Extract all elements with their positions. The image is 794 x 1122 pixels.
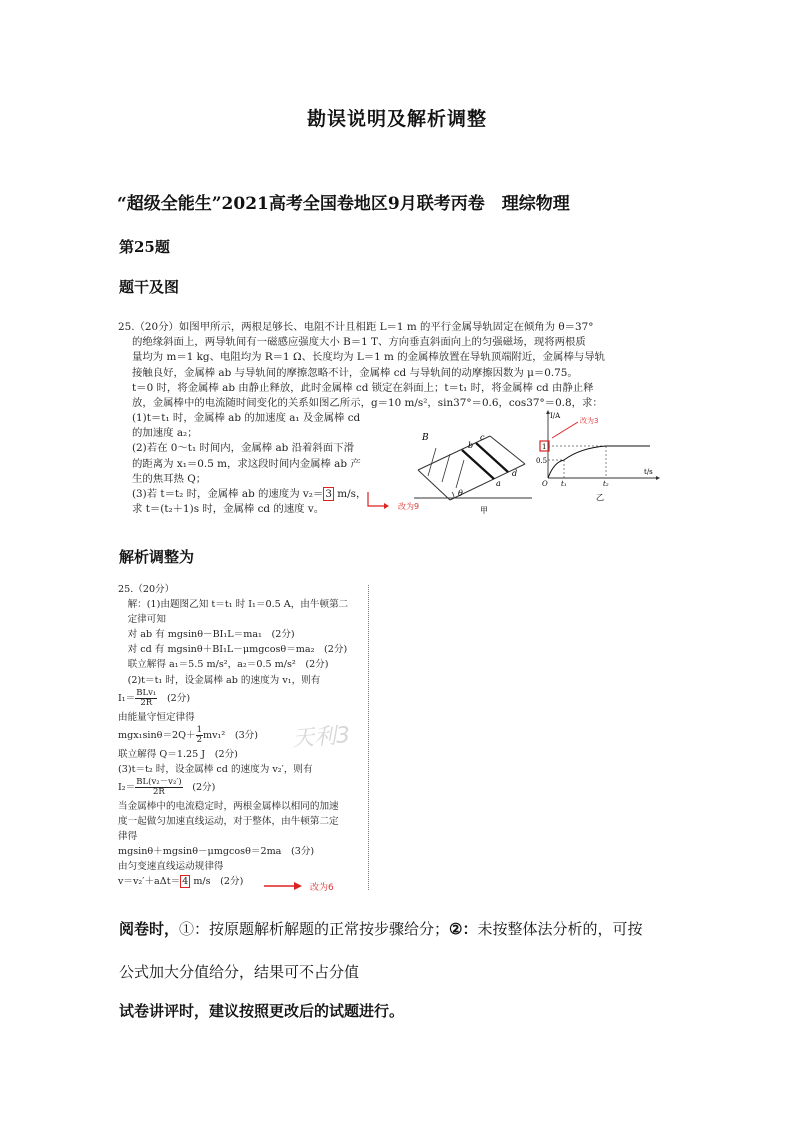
t-axis-label: t/s (644, 468, 653, 476)
subpart-line: 的距离为 x₁＝0.5 m，求这段时间内金属棒 ab 产 (132, 457, 361, 470)
solution-line: 联立解得 a₁＝5.5 m/s²，a₂＝0.5 m/s² (2分) (118, 659, 329, 671)
solution-line: 对 ab 有 mgsinθ－BI₁L＝ma₁ (2分) (118, 629, 295, 641)
eq-lhs: I₂＝ (118, 781, 136, 793)
points: (2分) (192, 781, 216, 793)
solution-line: 定律可知 (118, 614, 166, 626)
t-axis-arrow (656, 476, 660, 480)
frac-denominator: 2 (196, 734, 203, 745)
figure-jia-incline (410, 418, 540, 518)
corrected-value-box: 3 (325, 488, 332, 501)
label-d: d (512, 469, 518, 478)
arrow-line (368, 492, 384, 506)
subpart-line: 求 t＝(t₂＋1)s 时，金属棒 cd 的速度 v。 (132, 503, 325, 516)
t2-label: t₂ (603, 480, 609, 488)
fraction (135, 778, 182, 797)
solution-line: mgsinθ＋mgsinθ－μmgcosθ＝2ma (3分) (118, 846, 315, 858)
solution-line: 联立解得 Q＝1.25 J (2分) (118, 748, 238, 760)
subpart-line: 的加速度 a₂； (132, 427, 198, 440)
solution-line: 律得 (118, 831, 138, 843)
correction-note-6: 改为6 (310, 883, 334, 893)
watermark-logo: 天利3 (291, 723, 351, 752)
grading-note-text: 未按整体法分析的，可按 (477, 920, 643, 938)
question-stem (118, 320, 678, 411)
question-line: t＝0 时，将金属棒 ab 由静止释放，此时金属棒 cd 锁定在斜面上；t＝t₁ 时，将金属棒 cd 由静止释 (132, 381, 594, 394)
frac-denominator: 2R (153, 786, 165, 797)
label-B: B (422, 433, 429, 443)
solution-line: 当金属棒中的电流稳定时，两根金属棒以相同的加速 (118, 800, 339, 812)
subpart-line: 生的焦耳热 Q； (132, 472, 207, 485)
tick-05-label: 0.5 (536, 457, 548, 465)
grading-note-mid: ②： (449, 920, 478, 938)
page-title: 勘误说明及解析调整 (306, 108, 487, 130)
subpart3-unit: m/s， (333, 488, 367, 501)
solution-line: 对 cd 有 mgsinθ＋BI₁L－μmgcosθ＝ma₂ (2分) (118, 644, 348, 656)
solution-line: 解：(1)由题图乙知 t＝t₁ 时 I₁＝0.5 A，由牛顿第二 (118, 599, 349, 611)
frac-numerator: BLv₁ (136, 687, 157, 698)
equation-current-2 (118, 777, 368, 799)
correction-note-9: 改为9 (398, 502, 420, 511)
grading-note-text: ①：按原题解析解题的正常按步骤给分； (179, 920, 450, 938)
arrow-head (384, 503, 389, 509)
grading-note (119, 918, 643, 940)
i-axis-label: I/A (550, 412, 561, 420)
subpart3-text: (3)若 t＝t₂ 时，金属棒 ab 的速度为 v₂＝ (132, 488, 324, 501)
stem-heading: 题干及图 (119, 278, 180, 296)
box-tick-label: 1 (542, 443, 547, 451)
rail-end (418, 470, 450, 500)
review-note (119, 1000, 404, 1022)
solution-line: (2)t＝t₁ 时，设金属棒 ab 的速度为 v₁，则有 (118, 674, 321, 686)
frac-numerator: BL(v₂－v₂′) (136, 776, 182, 787)
fraction (135, 689, 157, 708)
final-text: v＝v₂′＋aΔt＝ (118, 876, 181, 888)
points: (2分) (166, 692, 191, 704)
eq-text: mgx₁sinθ＝2Q＋ (118, 729, 196, 741)
solution-line: (3)t＝t₂ 时，设金属棒 cd 的速度为 v₂′，则有 (118, 763, 313, 775)
grading-note-label: 阅卷时， (119, 920, 180, 938)
angle-arc (452, 492, 454, 498)
t1-label: t₁ (561, 480, 567, 488)
field-line (456, 460, 464, 488)
question-line: 接触良好，金属棒 ab 与导轨间的摩擦忽略不计，金属棒 cd 与导轨间的动摩擦因数为 μ＝0.75。 (132, 366, 578, 379)
origin-label: O (542, 480, 548, 488)
label-a: a (496, 479, 501, 488)
corrected-value-box: 4 (182, 876, 189, 888)
question-number: 第25题 (119, 238, 170, 256)
subpart-line: (2)若在 0～t₁ 时间内，金属棒 ab 沿着斜面下滑 (132, 442, 354, 455)
frac-numerator: 1 (196, 724, 203, 735)
arrow-head (294, 882, 302, 890)
fraction (196, 726, 203, 745)
grading-note-line2: 公式加大分值给分，结果可不占分值 (119, 963, 360, 981)
correction-note-3: 改为3 (580, 417, 599, 425)
question-line: 的绝缘斜面上，两导轨间有一磁感应强度大小 B＝1 T、方向垂直斜面向上的匀强磁场，现将两根质 (132, 336, 586, 349)
figure-yi-caption: 乙 (596, 493, 604, 502)
arrow-line (552, 422, 578, 438)
solution-line: 由能量守恒定律得 (118, 711, 195, 723)
current-curve (548, 446, 650, 478)
solution-line: 度一起做匀加速直线运动，对于整体，由牛顿第二定 (118, 816, 339, 828)
question-line: 放，金属棒中的电流随时间变化的关系如图乙所示，g＝10 m/s²，sin37°＝0.6，cos37°＝0.8，求： (132, 397, 603, 410)
review-note-text: 建议按照更改后的试题进行。 (209, 1002, 405, 1020)
analysis-heading: 解析调整为 (119, 548, 195, 566)
review-note-label: 试卷讲评时， (119, 1002, 210, 1020)
label-b: b (468, 441, 474, 450)
figure-jia-caption: 甲 (480, 506, 488, 515)
column-divider (368, 585, 369, 890)
eq-lhs: I₁＝ (118, 692, 136, 704)
question-line: 25.（20分）如图甲所示，两根足够长、电阻不计且相距 L＝1 m 的平行金属导轨固定在倾角为 θ＝37° (118, 321, 594, 333)
label-c: c (480, 433, 485, 442)
label-theta: θ (458, 489, 463, 498)
subpart-line: (1)t＝t₁ 时，金属棒 ab 的加速度 a₁ 及金属棒 cd (132, 412, 361, 424)
solution-line: 由匀变速直线运动规律得 (118, 861, 224, 873)
frac-denominator: 2R (140, 697, 153, 708)
solution-line: 25.（20分） (118, 584, 175, 595)
equation-current-1 (118, 688, 368, 710)
exam-subtitle: “超级全能生”2021高考全国卷地区9月联考丙卷 理综物理 (117, 194, 570, 214)
question-line: 量均为 m＝1 kg、电阻均为 R＝1 Ω、长度均为 L＝1 m 的金属棒放置在导轨顶端附近，金属棒与导轨 (132, 351, 606, 364)
correction-arrow-6 (262, 878, 306, 894)
final-unit: m/s (2分) (190, 876, 244, 888)
eq-text: mv₁² (3分) (203, 729, 259, 741)
figure-yi-graph (534, 410, 664, 510)
